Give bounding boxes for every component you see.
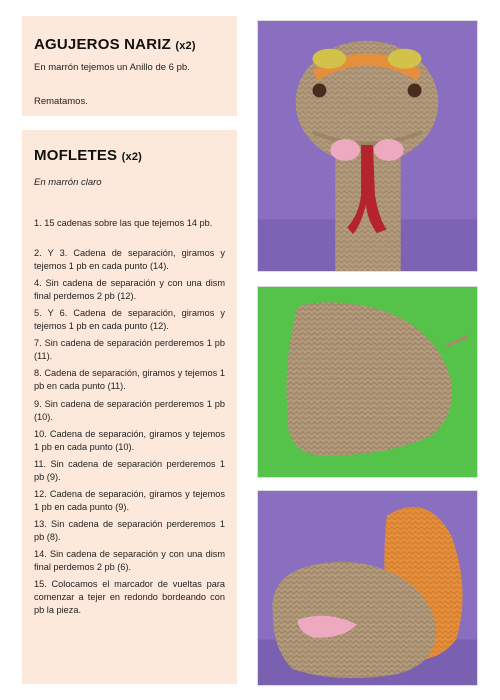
step-item: 4. Sin cadena de separación y con una dism final perdemos 2 pb (12). — [34, 278, 225, 302]
step-item: 14. Sin cadena de separación y con una dism final perdemos 2 pb (6). — [34, 549, 225, 573]
section-nariz-panel — [22, 16, 237, 116]
step-item: 11. Sin cadena de separación perderemos 1 pb (9). — [34, 458, 225, 482]
step-item: 10. Cadena de separación, giramos y tejemos 1 pb en cada punto (10). — [34, 428, 225, 452]
step-item: 7. Sin cadena de separación perderemos 1 pb (11). — [34, 338, 225, 362]
step-item: 13. Sin cadena de separación perderemos 1 pb (8). — [34, 518, 225, 542]
step-item: 2. Y 3. Cadena de separación, giramos y tejemos 1 pb en cada punto (14). — [34, 248, 225, 272]
step-item: 15. Colocamos el marcador de vueltas para comenzar a tejer en redondo bordeando con pb la pieza. — [34, 579, 225, 616]
section-mofletes-panel — [22, 130, 237, 684]
step-item: 12. Cadena de separación, giramos y tejemos 1 pb en cada punto (9). — [34, 488, 225, 512]
section-mofletes-subtitle: En marrón claro — [34, 177, 102, 188]
snake-head-illustration — [258, 21, 477, 271]
cheek-assembled-illustration — [258, 491, 477, 685]
photo-cheek-assembled — [257, 490, 478, 686]
section-mofletes-title-text: MOFLETES — [34, 147, 118, 164]
step-item: 9. Sin cadena de separación perderemos 1 pb (10). — [34, 398, 225, 422]
section-nariz-title-text: AGUJEROS NARIZ — [34, 36, 171, 53]
step-item: 1. 15 cadenas sobre las que tejemos 14 pb. — [34, 218, 213, 228]
section-mofletes-title — [34, 147, 142, 164]
section-nariz-line1: En marrón tejemos un Anillo de 6 pb. — [34, 62, 190, 73]
step-item: 5. Y 6. Cadena de separación, giramos y tejemos 1 pb en cada punto (12). — [34, 308, 225, 332]
step-item: 8. Cadena de separación, giramos y tejemos 1 pb en cada punto (11). — [34, 368, 225, 392]
cheek-swatch-illustration — [258, 287, 477, 477]
section-nariz-title — [34, 36, 196, 53]
section-mofletes-multiplier: (x2) — [121, 151, 143, 163]
photo-snake-head — [257, 20, 478, 272]
section-nariz-multiplier: (x2) — [175, 40, 196, 52]
steps-list — [34, 217, 225, 622]
section-nariz-line2: Rematamos. — [34, 96, 88, 107]
photo-cheek-swatch — [257, 286, 478, 478]
